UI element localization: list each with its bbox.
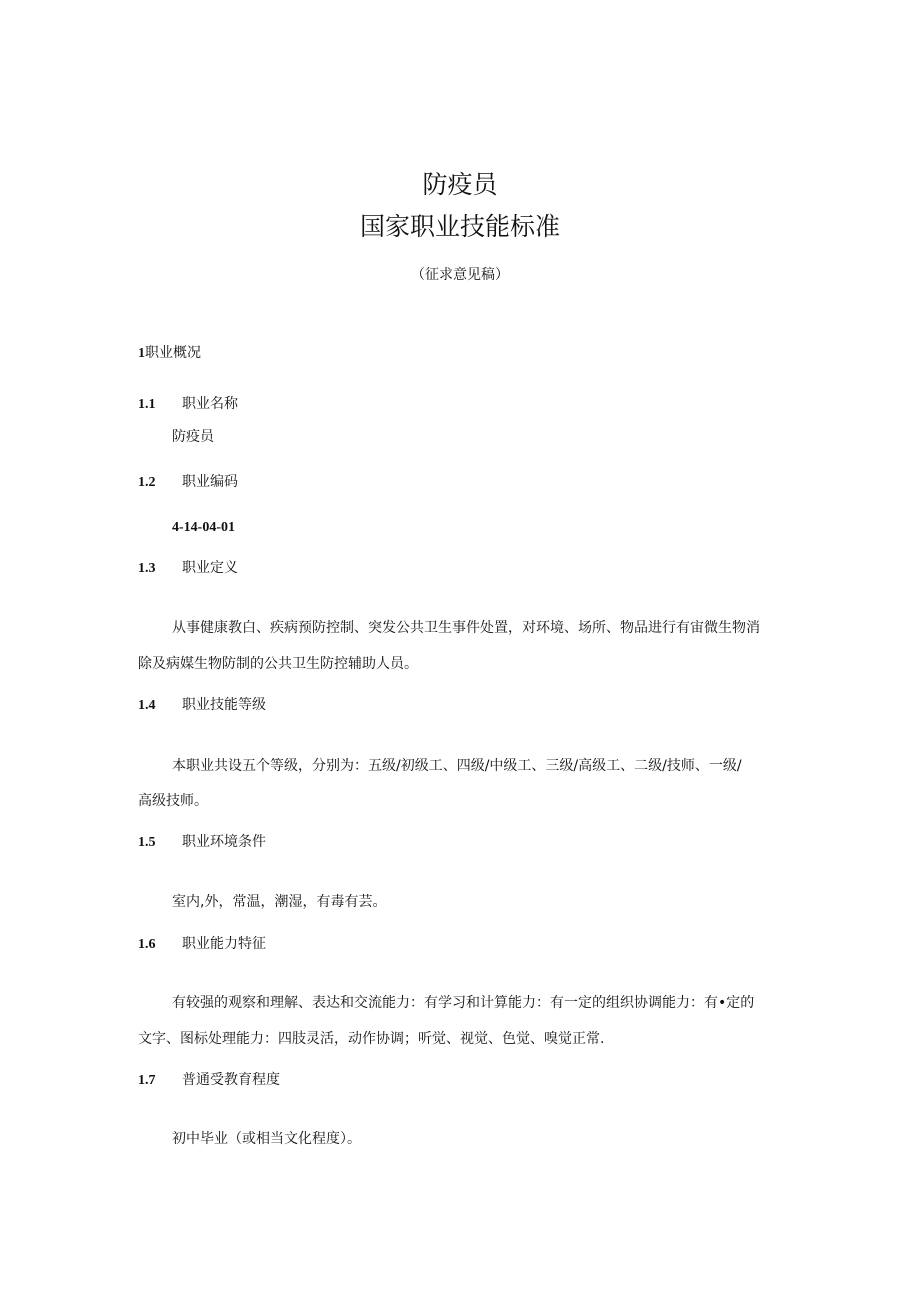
section-1-4-heading bbox=[138, 697, 266, 715]
section-label: 职业编码 bbox=[182, 474, 238, 490]
section-number: 1.3 bbox=[138, 561, 156, 576]
section-label: 普通受教育程度 bbox=[182, 1072, 280, 1088]
section-1-1-heading bbox=[138, 396, 238, 414]
environment-text: 室内,外，常温，潮湿，有毒有芸。 bbox=[172, 894, 387, 910]
section-label: 职业环境条件 bbox=[182, 834, 266, 850]
ability-line-2: 文字、图标处理能力：四肢灵活，动作协调；听觉、视觉、色觉、嗅觉正常. bbox=[138, 1031, 605, 1047]
ability-line-1: 有较强的观察和理解、表达和交流能力：有学习和计算能力：有一定的组织协调能力：有•定的 bbox=[172, 995, 755, 1011]
doc-title-line2: 国家职业技能标准 bbox=[359, 212, 560, 241]
section-1-3-heading bbox=[138, 560, 238, 578]
definition-line-2: 除及病媒生物防制的公共卫生防控辅助人员。 bbox=[138, 656, 418, 672]
occupation-name: 防疫员 bbox=[172, 429, 214, 445]
chapter-1-heading bbox=[138, 345, 201, 363]
section-label: 职业能力特征 bbox=[182, 936, 266, 952]
section-1-6-heading bbox=[138, 936, 266, 954]
section-label: 职业技能等级 bbox=[182, 697, 266, 713]
section-1-2-heading bbox=[138, 474, 238, 492]
chapter-number: 1 bbox=[138, 346, 145, 361]
section-number: 1.1 bbox=[138, 397, 156, 412]
definition-line-1: 从事健康教白、疾病预防控制、突发公共卫生事件处置，对环境、场所、物品进行有宙微生物消 bbox=[172, 620, 760, 636]
chapter-label: 职业概况 bbox=[145, 345, 201, 361]
section-number: 1.2 bbox=[138, 475, 156, 490]
section-label: 职业名称 bbox=[182, 396, 238, 412]
section-number: 1.6 bbox=[138, 937, 156, 952]
section-1-7-heading bbox=[138, 1072, 280, 1090]
levels-line-1: 本职业共设五个等级，分别为：五级/初级工、四级/中级工、三级/高级工、二级/技师、一级/ bbox=[172, 758, 742, 774]
doc-subtitle: （征求意见稿） bbox=[411, 267, 509, 283]
occupation-code: 4-14-04-01 bbox=[172, 520, 235, 535]
section-label: 职业定义 bbox=[182, 560, 238, 576]
section-number: 1.7 bbox=[138, 1073, 156, 1088]
education-text: 初中毕业（或相当文化程度）。 bbox=[172, 1131, 361, 1147]
section-number: 1.4 bbox=[138, 698, 156, 713]
doc-title-line1: 防疫员 bbox=[422, 170, 498, 199]
section-number: 1.5 bbox=[138, 835, 156, 850]
levels-line-2: 高级技师。 bbox=[138, 793, 208, 809]
section-1-5-heading bbox=[138, 834, 266, 852]
